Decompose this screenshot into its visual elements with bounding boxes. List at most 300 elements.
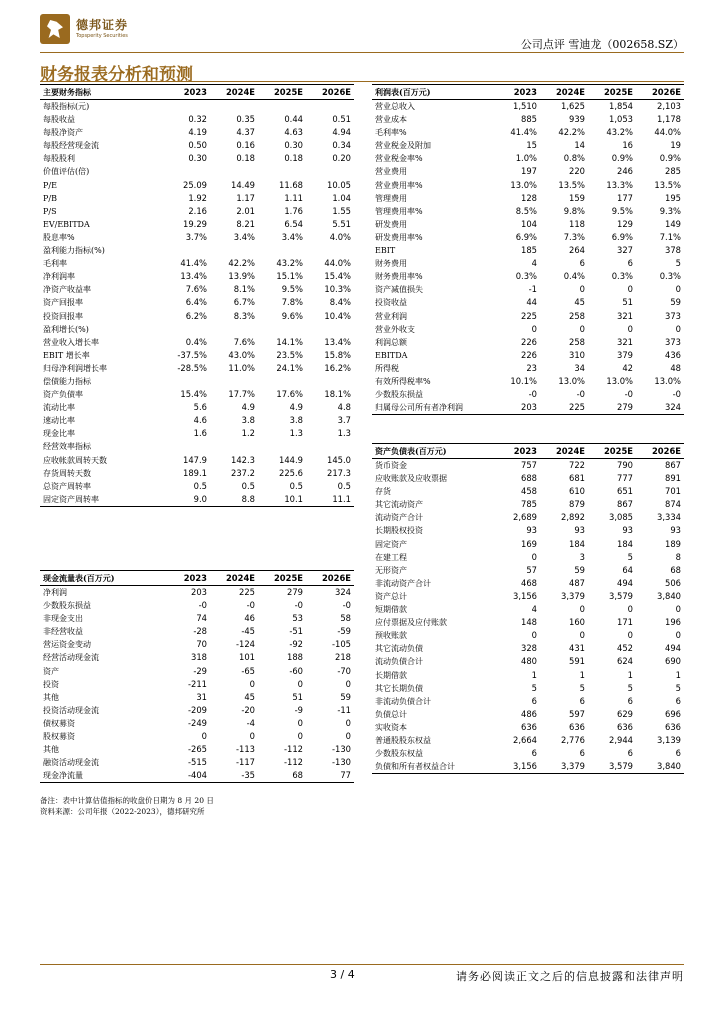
cell-value: 636 [665, 721, 681, 732]
cell-value: 14.1% [276, 336, 303, 347]
cell-value: 3.7 [337, 415, 351, 426]
table-row [372, 524, 684, 537]
cell-value: -59 [337, 626, 351, 637]
table-row [372, 747, 684, 760]
cell-value: 324 [636, 401, 684, 415]
row-label: 营运资金变动 [43, 640, 91, 650]
row-label: 有效所得税率% [375, 376, 431, 386]
cell-value: 25.09 [183, 179, 207, 190]
cell-value: 7.8% [281, 297, 303, 308]
row-label: 毛利率 [43, 259, 67, 269]
table-row [372, 192, 684, 205]
cell-value: 0 [627, 323, 633, 334]
table-row [40, 152, 354, 165]
cell-value: 5.6 [193, 402, 207, 413]
table-row [372, 310, 684, 323]
cell-value: 722 [569, 460, 585, 470]
cell-value [306, 440, 354, 453]
company-name: 德邦证券 [76, 18, 129, 32]
table-row [40, 480, 354, 493]
cell-value: 24.1% [276, 362, 303, 373]
cell-value: 2.01 [236, 205, 255, 216]
cell-value: 177 [617, 192, 633, 203]
row-label: 投资回报率 [43, 311, 83, 321]
cell-value: 681 [569, 473, 585, 484]
table-row [372, 349, 684, 362]
row-label: 非流动资产合计 [375, 578, 431, 588]
cell-value [306, 323, 354, 336]
row-label: 少数股东损益 [43, 601, 91, 611]
cell-value: 3.8 [289, 415, 303, 426]
cell-value: 279 [588, 401, 636, 415]
cell-value: 480 [521, 656, 537, 667]
cell-value: 8.8 [210, 493, 258, 507]
cell-value: 13.5% [558, 179, 585, 190]
cell-value: 629 [617, 708, 633, 719]
cell-value: 23.5% [276, 349, 303, 360]
cell-value: 144.9 [279, 454, 303, 465]
cell-value: 0 [627, 604, 633, 615]
row-label: 每股净资产 [43, 128, 83, 138]
cell-value: 13.0% [654, 375, 681, 386]
row-label: 资产 [43, 666, 59, 676]
cell-value: 690 [665, 656, 681, 667]
cell-value: 1,854 [609, 101, 633, 111]
footer-disclaimer: 请务必阅读正文之后的信息披露和法律声明 [456, 970, 684, 983]
cell-value: 0 [249, 731, 255, 742]
table-row [372, 551, 684, 564]
cell-value: 13.0% [558, 375, 585, 386]
year-header: 2023 [162, 85, 210, 100]
cell-value: 1.55 [332, 205, 351, 216]
table-row [40, 244, 354, 257]
year-header: 2023 [492, 85, 540, 100]
section-title: 财务报表分析和预测 [40, 65, 193, 85]
table-row [40, 427, 354, 440]
cell-value: 9.5% [281, 284, 303, 295]
table-row [372, 642, 684, 655]
cell-value: 591 [569, 656, 585, 667]
cell-value: -130 [331, 757, 351, 768]
row-label: 流动比率 [43, 403, 75, 413]
cell-value: 0 [675, 284, 681, 295]
cell-value: -35 [210, 769, 258, 783]
cell-value: 57 [526, 564, 537, 575]
row-label: 投资 [43, 679, 59, 689]
cell-value: 651 [617, 486, 633, 497]
cell-value: 8.3% [233, 310, 255, 321]
cell-value: 147.9 [183, 454, 207, 465]
row-label: 偿债能力指标 [43, 376, 91, 386]
cell-value: 7.6% [233, 336, 255, 347]
cell-value: -404 [162, 769, 210, 783]
table-row [40, 440, 354, 453]
cell-value: 218 [335, 652, 351, 663]
year-header: 2026E [306, 85, 354, 100]
cell-value: 6 [627, 695, 633, 706]
cell-value: -0 [528, 389, 537, 400]
cell-value: 8.21 [236, 218, 255, 229]
row-label: 总资产周转率 [43, 481, 91, 491]
section-divider [40, 81, 684, 82]
cell-value: 10.4% [324, 310, 351, 321]
table-header-row [40, 571, 354, 586]
row-label: 净利润率 [43, 272, 75, 282]
row-label: 财务费用率% [375, 272, 423, 282]
table-row [40, 126, 354, 139]
table-row [40, 717, 354, 730]
cell-value: 68 [258, 769, 306, 783]
cell-value: 1 [675, 669, 681, 680]
cell-value: 4 [531, 258, 537, 269]
cell-value: 11.1 [306, 493, 354, 507]
table-row [372, 179, 684, 192]
row-label: 营业费用率% [375, 180, 423, 190]
cell-value: 279 [287, 587, 303, 597]
cell-value: 610 [569, 486, 585, 497]
cell-value: 0 [345, 717, 351, 728]
table-row [372, 708, 684, 721]
cell-value: 6 [531, 748, 537, 759]
cell-value: 184 [617, 538, 633, 549]
cell-value: 458 [521, 486, 537, 497]
row-label: 盈利能力指标(%) [43, 246, 105, 256]
cell-value: -28 [193, 626, 207, 637]
cell-value: 148 [521, 617, 537, 628]
cell-value: 264 [569, 245, 585, 256]
cell-value: 171 [617, 617, 633, 628]
cell-value: -45 [241, 626, 255, 637]
cell-value: 6.9% [611, 231, 633, 242]
cell-value: 0 [579, 323, 585, 334]
cell-value: 58 [340, 613, 351, 624]
cell-value: 189 [665, 538, 681, 549]
cell-value: 10.1 [258, 493, 306, 507]
cell-value: 5 [675, 258, 681, 269]
cell-value: 3,156 [513, 590, 537, 601]
cell-value: 0.18 [236, 153, 255, 164]
cell-value: 0 [201, 731, 207, 742]
cell-value: 237.2 [231, 467, 255, 478]
cell-value: 3,579 [609, 590, 633, 601]
table-row [40, 743, 354, 756]
cell-value: 44.0% [324, 258, 351, 269]
cell-value: 0 [531, 551, 537, 562]
cell-value: 129 [617, 218, 633, 229]
cell-value: 8.4% [329, 297, 351, 308]
cell-value: 0 [345, 731, 351, 742]
cell-value: 378 [665, 245, 681, 256]
row-label: P/E [43, 180, 57, 190]
table-row [40, 375, 354, 388]
cell-value: 195 [665, 192, 681, 203]
cell-value: 70 [196, 639, 207, 650]
cell-value: 486 [521, 708, 537, 719]
cell-value: 184 [569, 538, 585, 549]
cell-value: 169 [521, 538, 537, 549]
table-row [372, 538, 684, 551]
cell-value: 189.1 [183, 467, 207, 478]
cell-value: 5.51 [332, 218, 351, 229]
cell-value: -28.5% [177, 362, 207, 373]
table-header-row [372, 444, 684, 459]
cell-value: 3.7% [185, 231, 207, 242]
cell-value: 3,139 [657, 734, 681, 745]
table-title: 资产负债表(百万元) [372, 444, 492, 459]
cell-value: 6 [531, 695, 537, 706]
cell-value: 9.0 [162, 493, 210, 507]
row-label: 营业利润 [375, 311, 407, 321]
cell-value: 436 [665, 349, 681, 360]
cell-value: 636 [569, 721, 585, 732]
table-row [40, 586, 354, 600]
row-label: 预收账款 [375, 631, 407, 641]
row-label: 实收资本 [375, 722, 407, 732]
cell-value [210, 375, 258, 388]
cell-value: 431 [569, 643, 585, 654]
table-row [40, 454, 354, 467]
row-label: 归母净利润增长率 [43, 363, 107, 373]
cell-value: 0 [675, 604, 681, 615]
cell-value: 468 [521, 577, 537, 588]
year-header: 2026E [636, 444, 684, 459]
row-label: EBIT [375, 246, 396, 256]
row-label: 非经营收益 [43, 627, 83, 637]
cell-value: 6.4% [185, 297, 207, 308]
cell-value: 2,776 [561, 734, 585, 745]
table-row [372, 616, 684, 629]
cell-value: 42.2% [558, 127, 585, 138]
row-label: 归属母公司所有者净利润 [372, 401, 492, 415]
cell-value: 101 [239, 652, 255, 663]
cell-value: 3,579 [588, 760, 636, 774]
company-sub: Topsperity Securities [76, 33, 128, 39]
cell-value: -0 [246, 600, 255, 611]
cell-value: 23 [526, 362, 537, 373]
cell-value: 77 [306, 769, 354, 783]
cell-value [210, 323, 258, 336]
table-row [40, 349, 354, 362]
cell-value: -1 [528, 284, 537, 295]
table-row [372, 113, 684, 126]
cell-value: 874 [665, 499, 681, 510]
report-info: 公司点评 雪迪龙（002658.SZ） [520, 38, 684, 51]
cell-value: 93 [670, 525, 681, 536]
cell-value: 321 [617, 310, 633, 321]
row-label: 非现金支出 [43, 614, 83, 624]
row-label: 现金净流量 [40, 769, 162, 783]
cell-value: 8 [675, 551, 681, 562]
cell-value: 48 [670, 362, 681, 373]
balance-sheet-table [372, 443, 684, 774]
row-label: 每股收益 [43, 115, 75, 125]
cell-value: 185 [521, 245, 537, 256]
cell-value: 13.4% [324, 336, 351, 347]
table-row [40, 139, 354, 152]
cell-value: 9.6% [281, 310, 303, 321]
cell-value: 9.8% [563, 205, 585, 216]
cell-value: 0.32 [188, 114, 207, 125]
cell-value: 0.16 [236, 140, 255, 151]
cell-value: 226 [521, 336, 537, 347]
table-row [372, 375, 684, 388]
cell-value: 0.35 [236, 114, 255, 125]
cell-value: 0 [579, 604, 585, 615]
cell-value: 225 [239, 587, 255, 597]
cell-value: 3.8 [241, 415, 255, 426]
cell-value: 0.8% [563, 153, 585, 164]
cell-value: 2,103 [657, 101, 681, 111]
table-row [372, 270, 684, 283]
cell-value [258, 375, 306, 388]
cell-value: 2,664 [513, 734, 537, 745]
cell-value: 379 [617, 349, 633, 360]
row-label: 每股股利 [43, 154, 75, 164]
cell-value: 318 [191, 652, 207, 663]
cell-value: 17.6% [276, 389, 303, 400]
cell-value: 0.5 [241, 480, 255, 491]
table-row [372, 296, 684, 309]
cell-value: 59 [670, 297, 681, 308]
cell-value: 0.51 [332, 114, 351, 125]
row-label: 每股经营现金流 [43, 141, 99, 151]
cell-value: 0 [675, 323, 681, 334]
cell-value [258, 165, 306, 178]
table-row [372, 362, 684, 375]
row-label: EBITDA [375, 350, 408, 360]
footer-divider [40, 964, 684, 965]
row-label: 净利润 [43, 588, 67, 597]
cell-value: -249 [187, 717, 207, 728]
cell-value: 0.4% [185, 336, 207, 347]
cell-value: 4.9 [241, 402, 255, 413]
row-label: 短期借款 [375, 605, 407, 615]
row-label: 普通股股东权益 [375, 735, 431, 745]
year-header: 2023 [162, 571, 210, 586]
cell-value: 0 [675, 630, 681, 641]
row-label: 所得税 [375, 363, 399, 373]
cell-value: 1 [627, 669, 633, 680]
cell-value: 1 [579, 669, 585, 680]
cell-value: 3,840 [657, 590, 681, 601]
cell-value: 1.2 [241, 428, 255, 439]
cell-value: -65 [241, 665, 255, 676]
cell-value: 6 [627, 258, 633, 269]
cell-value: 15.4% [324, 271, 351, 282]
row-label: 其它流动资产 [375, 500, 423, 510]
cell-value: 0.50 [188, 140, 207, 151]
cell-value: 6 [579, 748, 585, 759]
table-row [40, 388, 354, 401]
cell-value: 46 [244, 613, 255, 624]
cell-value: 31 [196, 691, 207, 702]
cell-value: 1.17 [236, 192, 255, 203]
row-label: 盈利增长(%) [43, 324, 89, 334]
cell-value: 159 [569, 192, 585, 203]
cell-value: 0 [297, 731, 303, 742]
row-label: 利润总额 [375, 337, 407, 347]
cell-value [210, 440, 258, 453]
table-row [372, 472, 684, 485]
cell-value: 0.5 [289, 480, 303, 491]
row-label: 现金比率 [43, 429, 75, 439]
row-label: 营业外收支 [375, 324, 415, 334]
cell-value: 0.18 [284, 153, 303, 164]
table-row [372, 669, 684, 682]
cell-value: 246 [617, 166, 633, 177]
table-row [372, 629, 684, 642]
cell-value: 13.0% [510, 179, 537, 190]
cell-value: 217.3 [327, 467, 351, 478]
table-row [372, 231, 684, 244]
cell-value: 0.30 [188, 153, 207, 164]
cell-value [210, 165, 258, 178]
cell-value: -124 [235, 639, 255, 650]
row-label: 在建工程 [375, 552, 407, 562]
row-label: 货币资金 [375, 461, 407, 470]
table-row [372, 734, 684, 747]
cell-value: 15.4% [180, 389, 207, 400]
table-row [40, 612, 354, 625]
cell-value: 0.9% [659, 153, 681, 164]
cell-value: 1,625 [561, 101, 585, 111]
year-header: 2025E [258, 571, 306, 586]
cell-value: 6 [579, 695, 585, 706]
cell-value: 790 [617, 460, 633, 470]
cell-value: 220 [569, 166, 585, 177]
cell-value: 310 [569, 349, 585, 360]
table-row [40, 270, 354, 283]
cell-value: 757 [521, 460, 537, 470]
cell-value: -0 [624, 389, 633, 400]
cell-value: 452 [617, 643, 633, 654]
cell-value: 17.7% [228, 389, 255, 400]
cell-value: 494 [617, 577, 633, 588]
cell-value [162, 244, 210, 257]
cell-value: 42.2% [228, 258, 255, 269]
cell-value: 6 [675, 748, 681, 759]
cell-value: 624 [617, 656, 633, 667]
cell-value: 14.49 [231, 179, 255, 190]
table-title: 主要财务指标 [40, 85, 162, 100]
cell-value: -0 [294, 600, 303, 611]
cell-value: 149 [665, 218, 681, 229]
cell-value: 2,689 [513, 512, 537, 523]
table-row [40, 401, 354, 414]
table-row [40, 691, 354, 704]
row-label: 流动负债合计 [375, 657, 423, 667]
year-header: 2025E [588, 85, 636, 100]
table-row [372, 590, 684, 603]
cell-value: -112 [283, 744, 303, 755]
row-label: 研发费用 [375, 219, 407, 229]
cell-value: 11.0% [228, 362, 255, 373]
table-row [372, 603, 684, 616]
cell-value: 506 [665, 577, 681, 588]
table-row [40, 310, 354, 323]
cell-value: 16.2% [324, 362, 351, 373]
cell-value: 0.5 [193, 480, 207, 491]
cell-value: -515 [187, 757, 207, 768]
cell-value: 0 [249, 678, 255, 689]
cell-value [162, 100, 210, 114]
cell-value: 4.63 [284, 127, 303, 138]
cell-value: 51 [622, 297, 633, 308]
cell-value: 4.8 [337, 402, 351, 413]
cell-value: 939 [569, 114, 585, 125]
cell-value: -51 [289, 626, 303, 637]
cell-value: 3,379 [540, 760, 588, 774]
